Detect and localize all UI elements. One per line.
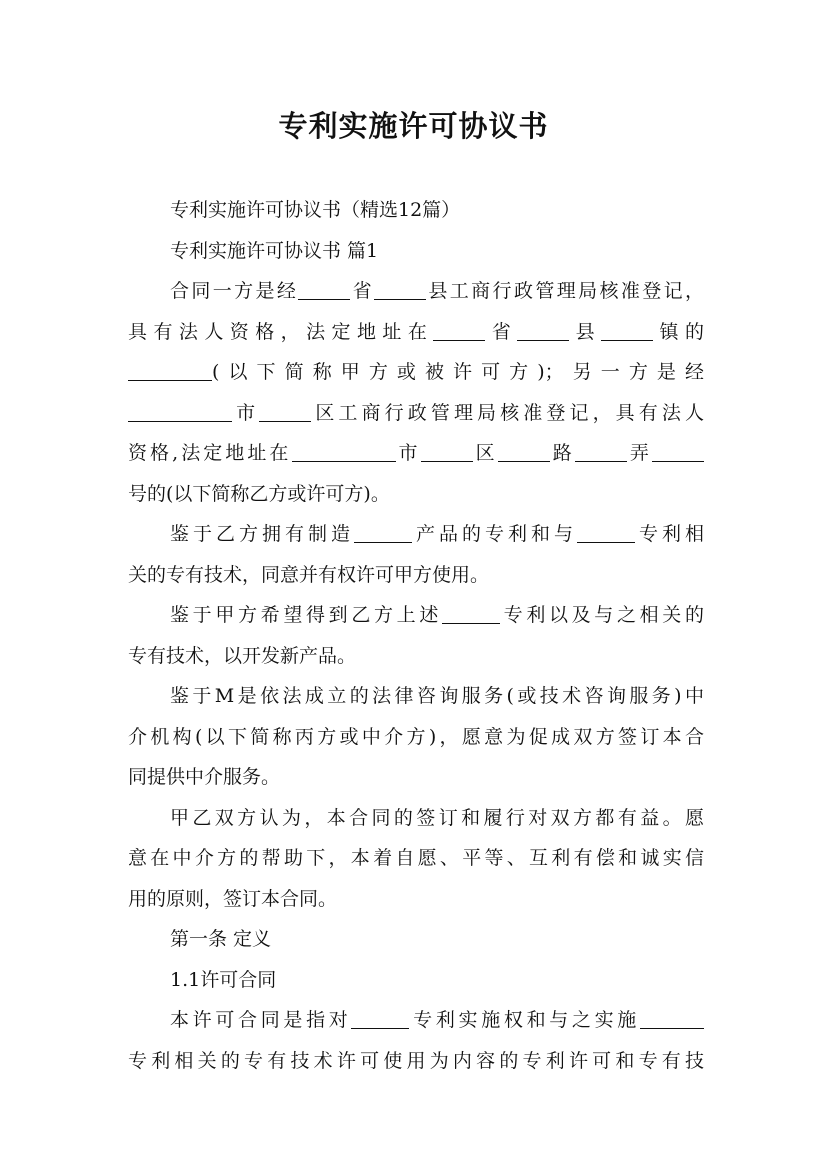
fill-in-blank [374, 277, 426, 300]
text-segment: 合同一方是经 [170, 280, 299, 302]
text-line [128, 838, 704, 879]
text-segment: 镇的 [653, 320, 704, 343]
text-segment: 本许可合同是指对 [170, 1009, 352, 1031]
fill-in-blank [517, 318, 569, 341]
text-line [128, 271, 704, 312]
text-segment: 资格,法定地址在 [128, 442, 292, 464]
fill-in-blank [259, 399, 311, 422]
text-segment: 意在中介方的帮助下，本着自愿、平等、互利有偿和诚实信 [128, 847, 704, 869]
text-line [128, 555, 704, 596]
fill-in-blank [652, 439, 704, 462]
text-segment: 市 [232, 401, 260, 424]
text-segment: 鉴于乙方拥有制造 [170, 523, 354, 545]
document-body [128, 190, 704, 1081]
text-line [128, 960, 704, 1001]
fill-in-blank [292, 439, 396, 462]
fill-in-blank [298, 277, 350, 300]
text-segment: 介机构(以下简称丙方或中介方)，愿意为促成双方签订本合 [128, 725, 704, 748]
fill-in-blank [575, 439, 627, 462]
fill-in-blank [128, 358, 212, 381]
text-segment: 鉴于M是依法成立的法律咨询服务(或技术咨询服务)中 [170, 685, 704, 707]
fill-in-blank [421, 439, 473, 462]
text-line [128, 433, 704, 474]
text-segment: (以下简称甲方或被许可方)；另一方是经 [212, 361, 704, 383]
text-line [128, 231, 704, 272]
text-segment: 1.1许可合同 [170, 968, 277, 991]
fill-in-blank [577, 520, 635, 543]
text-segment: 区 [472, 442, 498, 464]
text-segment: 具有法人资格，法定地址在 [128, 320, 434, 343]
text-segment: 省 [485, 320, 518, 343]
text-line [128, 717, 704, 758]
text-segment: 专利实施权和与之实施 [409, 1009, 640, 1031]
text-segment: 县 [569, 320, 602, 343]
text-segment: 关的专有技术，同意并有权许可甲方使用。 [128, 563, 490, 586]
fill-in-blank [354, 520, 412, 543]
text-line [128, 514, 704, 555]
fill-in-blank [433, 318, 485, 341]
text-line [128, 798, 704, 839]
text-line [128, 393, 704, 434]
text-segment: 专利实施许可协议书（精选12篇） [170, 199, 461, 221]
text-line [128, 1000, 704, 1041]
text-line [128, 190, 704, 231]
fill-in-blank [498, 439, 550, 462]
text-segment: 专利以及与之相关的 [499, 604, 704, 626]
fill-in-blank [601, 318, 653, 341]
fill-in-blank [351, 1006, 409, 1029]
text-line [128, 676, 704, 717]
text-line [128, 879, 704, 920]
text-segment: 号的(以下简称乙方或许可方)。 [128, 482, 390, 505]
text-line [128, 312, 704, 353]
text-segment: 区工商行政管理局核准登记，具有法人 [311, 401, 704, 424]
text-segment: 省 [350, 280, 375, 302]
text-segment: 县工商行政管理局核准登记， [426, 280, 704, 302]
text-segment: 市 [395, 442, 421, 464]
text-line [128, 1041, 704, 1082]
text-segment: 路 [549, 442, 575, 464]
document-title: 专利实施许可协议书 [278, 109, 549, 143]
text-segment: 产品的专利和与 [411, 523, 577, 545]
text-segment: 鉴于甲方希望得到乙方上述 [170, 604, 442, 626]
text-line [128, 636, 704, 677]
fill-in-blank [640, 1006, 704, 1029]
text-segment: 弄 [626, 442, 652, 464]
text-line [128, 919, 704, 960]
fill-in-blank [442, 601, 500, 624]
text-line [128, 474, 704, 515]
text-segment: 专有技术，以开发新产品。 [128, 644, 357, 667]
text-segment: 同提供中介服务。 [128, 766, 281, 788]
text-segment: 专利实施许可协议书 篇1 [170, 239, 379, 262]
text-segment: 专利相 [634, 523, 704, 545]
text-segment: 专利相关的专有技术许可使用为内容的专利许可和专有技 [128, 1049, 704, 1072]
fill-in-blank [128, 399, 232, 422]
text-segment: 甲乙双方认为，本合同的签订和履行对双方都有益。愿 [170, 806, 704, 829]
text-line [128, 757, 704, 798]
text-segment: 第一条 定义 [170, 928, 272, 950]
text-line [128, 595, 704, 636]
text-line [128, 352, 704, 393]
text-segment: 用的原则，签订本合同。 [128, 887, 338, 910]
